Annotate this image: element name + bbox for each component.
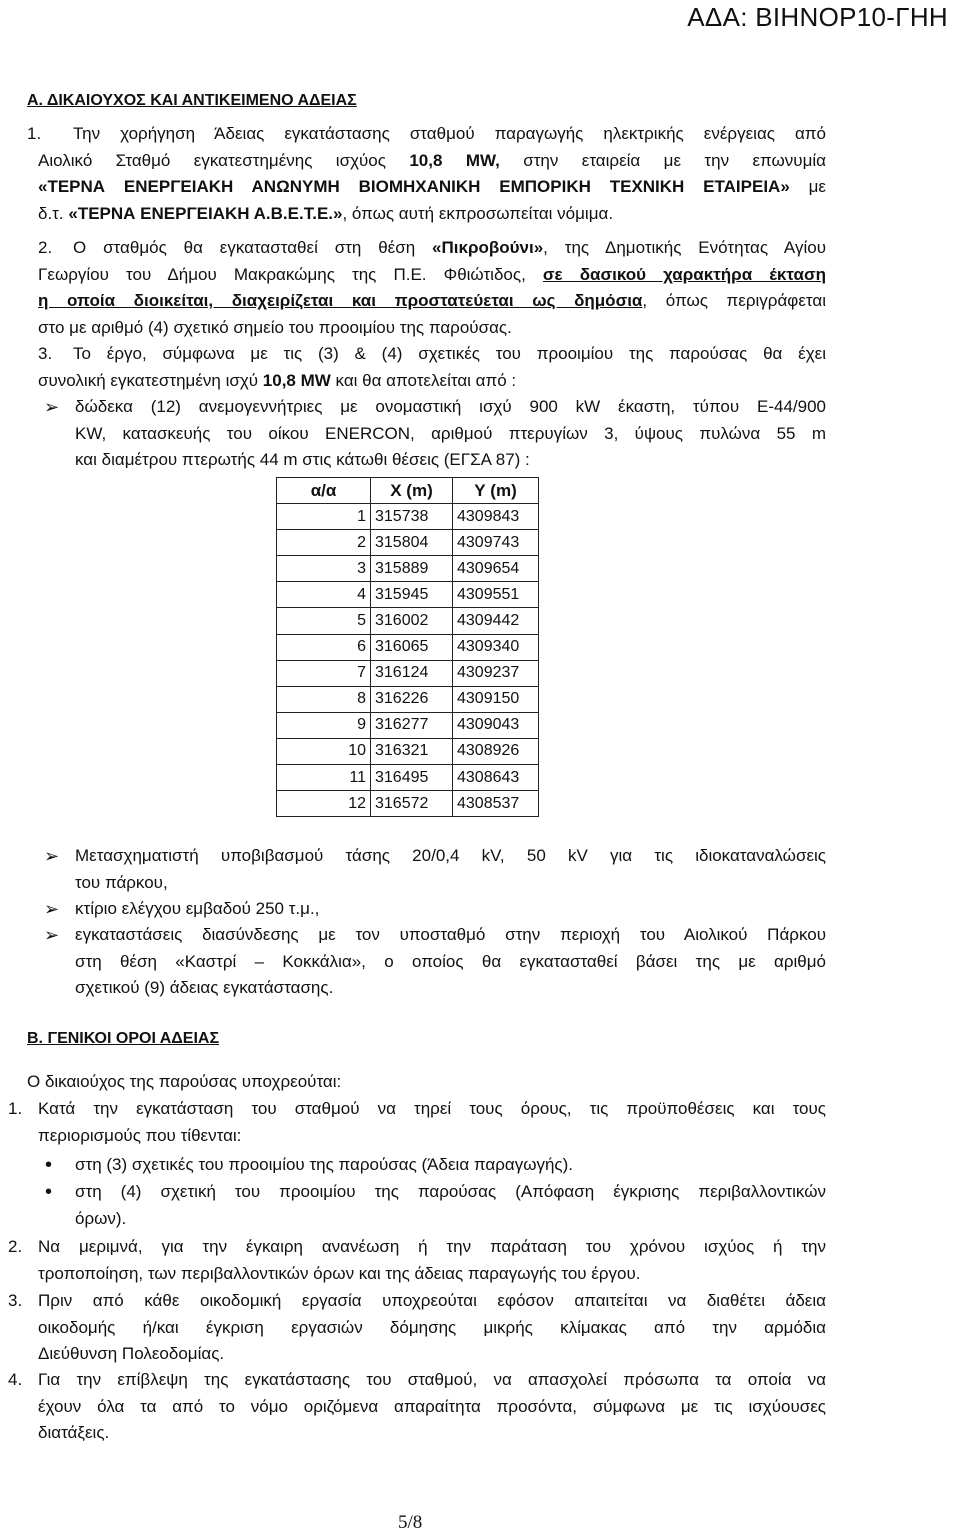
table-cell-y: 4309043	[453, 712, 539, 738]
item-b2-number: 2.	[8, 1237, 23, 1256]
item-b1-sub1-line: στη (3) σχετικές του προοιμίου της παρούσας (Άδεια παραγωγής).	[75, 1155, 574, 1174]
item-b2-line2: τροποποίηση, των περιβαλλοντικών όρων και της άδειας παραγωγής του έργου.	[38, 1263, 641, 1283]
table-cell-x: 316572	[371, 791, 453, 817]
item-a2-location: «Πικροβούνι»	[432, 238, 544, 257]
turbines-line3: και διαμέτρου πτερωτής 44 m στις κάτωθι θέσεις (ΕΓΣΑ 87) :	[75, 450, 530, 470]
table-cell-y: 4309442	[453, 608, 539, 634]
page-number: 5/8	[398, 1512, 423, 1533]
table-cell-x: 316321	[371, 738, 453, 764]
arrow-bullet-icon: ➢	[44, 397, 60, 417]
item-a3-line1: Το έργο, σύμφωνα με τις (3) & (4) σχετικές του προοιμίου της παρούσας θα έχει	[73, 344, 826, 363]
item-b1-number: 1.	[8, 1099, 23, 1118]
table-cell-aa: 4	[277, 582, 371, 608]
item-a1-line3b: με	[789, 177, 826, 197]
interconnection-line1: εγκαταστάσεις διασύνδεσης με τον υποσταθμό στην περιοχή του Αιολικού Πάρκου	[75, 925, 826, 944]
table-cell-y: 4309743	[453, 530, 539, 556]
item-a1-line2a: Αιολικό Σταθμό εγκατεστημένης ισχύος	[38, 150, 410, 170]
table-cell-aa: 5	[277, 608, 371, 634]
table-cell-aa: 8	[277, 686, 371, 712]
table-row	[277, 791, 539, 817]
table-row	[277, 712, 539, 738]
item-b2-line1: Να μεριμνά, για την έγκαιρη ανανέωση ή την παράταση του χρόνου ισχύος ή την	[38, 1237, 826, 1256]
item-a3-capacity: 10,8 MW	[262, 370, 331, 390]
table-cell-x: 316124	[371, 660, 453, 686]
table-cell-y: 4309237	[453, 660, 539, 686]
table-row	[277, 738, 539, 764]
table-cell-x: 316226	[371, 686, 453, 712]
table-cell-aa: 12	[277, 791, 371, 817]
item-a1-text	[38, 121, 826, 227]
transformer-line2: του πάρκου,	[75, 872, 168, 892]
table-cell-aa: 2	[277, 530, 371, 556]
table-cell-y: 4308926	[453, 738, 539, 764]
item-b4-number: 4.	[8, 1370, 23, 1389]
table-cell-aa: 7	[277, 660, 371, 686]
table-row	[277, 530, 539, 556]
table-cell-x: 316065	[371, 634, 453, 660]
item-a2-line4: στο με αριθμό (4) σχετικό σημείο του προοιμίου της παρούσας.	[38, 317, 512, 337]
item-a1-line2c: στην εταιρεία με την επωνυμία	[499, 150, 826, 170]
item-b1-line2: περιορισμούς που τίθενται:	[38, 1125, 242, 1145]
item-a1-company-name: «ΤΕΡΝΑ ΕΝΕΡΓΕΙΑΚΗ ΑΝΩΝΥΜΗ ΒΙΟΜΗΧΑΝΙΚΗ ΕΜΠΟΡΙΚΗ ΤΕΧΝΙΚΗ ΕΤΑΙΡΕΙΑ»	[38, 177, 790, 197]
item-a1-line4a: δ.τ.	[38, 203, 69, 223]
coordinates-table	[276, 477, 539, 817]
item-b4-text	[38, 1367, 826, 1447]
interconnection-text	[75, 922, 826, 1002]
table-cell-x: 315889	[371, 556, 453, 582]
item-a2-line1a: Ο σταθμός θα εγκατασταθεί στη θέση	[73, 238, 433, 257]
item-a2-line3b: , όπως περιγράφεται	[642, 291, 826, 311]
table-row	[277, 634, 539, 660]
turbines-line2: KW, κατασκευής του οίκου ENERCON, αριθμού πτερυγίων 3, ύψους πυλώνα 55 m	[75, 423, 826, 443]
table-cell-aa: 9	[277, 712, 371, 738]
item-b1-line1: Κατά την εγκατάσταση του σταθμού να τηρεί τους όρους, τις προϋποθέσεις και τους	[38, 1099, 826, 1118]
table-cell-aa: 6	[277, 634, 371, 660]
item-a1-line4c: , όπως αυτή εκπροσωπείται νόμιμα.	[342, 203, 614, 223]
item-a2-text	[38, 235, 826, 341]
table-row	[277, 660, 539, 686]
turbines-text	[75, 394, 826, 474]
item-b1-sub2	[75, 1179, 826, 1232]
item-b3-number: 3.	[8, 1291, 23, 1310]
item-b1-sub2-line2: όρων).	[75, 1208, 127, 1228]
table-header-y: Υ (m)	[453, 478, 539, 504]
section-a-title: Α. ΔΙΚΑΙΟΥΧΟΣ ΚΑΙ ΑΝΤΙΚΕΙΜΕΝΟ ΑΔΕΙΑΣ	[27, 92, 357, 109]
item-b4-line1: Για την επίβλεψη της εγκατάστασης του σταθμού, να απασχολεί πρόσωπα τα οποία να	[38, 1370, 826, 1389]
section-b-intro: Ο δικαιούχος της παρούσας υποχρεούται:	[27, 1072, 342, 1091]
item-a3-number: 3.	[38, 344, 53, 363]
control-building-line: κτίριο ελέγχου εμβαδού 250 τ.μ.,	[75, 899, 320, 918]
table-cell-y: 4309340	[453, 634, 539, 660]
item-b3-line2: οικοδομής ή/και έγκριση εργασιών δόμησης μικρής κλίμακας από την αρμόδια	[38, 1317, 826, 1337]
interconnection-line2: στη θέση «Καστρί – Κοκκάλια», ο οποίος θα εγκατασταθεί βάσει της με αριθμό	[75, 951, 826, 971]
dot-bullet-icon: •	[45, 1181, 53, 1203]
table-header-row	[277, 478, 539, 504]
table-cell-aa: 11	[277, 765, 371, 791]
item-a2-public-note: η οποία διοικείται, διαχειρίζεται και προστατεύεται ως δημόσια	[38, 291, 643, 311]
section-b-title: Β. ΓΕΝΙΚΟΙ ΟΡΟΙ ΑΔΕΙΑΣ	[27, 1030, 220, 1047]
turbines-line1: δώδεκα (12) ανεμογεννήτριες με ονομαστική ισχύ 900 kW έκαστη, τύπου Ε-44/900	[75, 397, 826, 416]
table-row	[277, 582, 539, 608]
item-a1-company-short: «ΤΕΡΝΑ ΕΝΕΡΓΕΙΑΚΗ Α.Β.Ε.Τ.Ε.»	[68, 203, 343, 223]
table-cell-x: 315804	[371, 530, 453, 556]
table-row	[277, 556, 539, 582]
control-building-text	[75, 896, 826, 923]
table-cell-y: 4309654	[453, 556, 539, 582]
table-cell-x: 315945	[371, 582, 453, 608]
item-b4-line3: διατάξεις.	[38, 1423, 110, 1443]
item-b1-sub2-line1: στη (4) σχετική του προοιμίου της παρούσας (Απόφαση έγκρισης περιβαλλοντικών	[75, 1182, 826, 1201]
item-b3-text	[38, 1288, 826, 1368]
item-b3-line3: Διεύθυνση Πολεοδομίας.	[38, 1344, 225, 1364]
item-a1-number: 1.	[27, 124, 42, 143]
table-header-aa: α/α	[277, 478, 371, 504]
item-a3-line2c: και θα αποτελείται από :	[330, 370, 517, 390]
item-a3-line2a: συνολική εγκατεστημένη ισχύ	[38, 370, 263, 390]
item-a1-capacity: 10,8 MW,	[409, 150, 500, 170]
ada-number: ΑΔΑ: ΒΙΗΝΟΡ10-ΓΗΗ	[687, 2, 948, 32]
arrow-bullet-icon: ➢	[44, 846, 60, 866]
table-cell-y: 4309843	[453, 504, 539, 530]
table-row	[277, 504, 539, 530]
item-b3-line1: Πριν από κάθε οικοδομική εργασία υποχρεούται εφόσον απαιτείται να διαθέτει άδεια	[38, 1291, 826, 1310]
table-cell-y: 4308643	[453, 765, 539, 791]
arrow-bullet-icon: ➢	[44, 899, 60, 919]
table-cell-x: 316002	[371, 608, 453, 634]
transformer-line1: Μετασχηματιστή υποβιβασμού τάσης 20/0,4 kV, 50 kV για τις ιδιοκαταναλώσεις	[75, 846, 826, 865]
table-row	[277, 608, 539, 634]
dot-bullet-icon: •	[45, 1154, 53, 1176]
table-cell-y: 4309150	[453, 686, 539, 712]
table-cell-aa: 10	[277, 738, 371, 764]
table-cell-aa: 1	[277, 504, 371, 530]
item-a2-forest-note: σε δασικού χαρακτήρα έκταση	[542, 264, 826, 284]
item-a1-line1: Την χορήγηση Άδειας εγκατάστασης σταθμού παραγωγής ηλεκτρικής ενέργειας από	[73, 124, 826, 143]
table-row	[277, 765, 539, 791]
table-row	[277, 686, 539, 712]
item-a2-line2a: Γεωργίου του Δήμου Μακρακώμης της Π.Ε. Φθιώτιδος,	[38, 264, 543, 284]
table-cell-x: 316495	[371, 765, 453, 791]
interconnection-line3: σχετικού (9) άδειας εγκατάστασης.	[75, 978, 334, 998]
table-cell-y: 4308537	[453, 791, 539, 817]
item-a2-line1c: , της Δημοτικής Ενότητας Αγίου	[543, 238, 826, 257]
table-cell-x: 315738	[371, 504, 453, 530]
item-b2-text	[38, 1234, 826, 1287]
item-b4-line2: έχουν όλα τα από το νόμο οριζόμενα απαραίτητα προσόντα, σύμφωνα με τις ισχύουσες	[38, 1396, 826, 1416]
table-cell-y: 4309551	[453, 582, 539, 608]
table-header-x: Χ (m)	[371, 478, 453, 504]
arrow-bullet-icon: ➢	[44, 925, 60, 945]
table-cell-aa: 3	[277, 556, 371, 582]
transformer-text	[75, 843, 826, 896]
item-a3-text	[38, 341, 826, 394]
item-b1-text	[38, 1096, 826, 1149]
item-a2-number: 2.	[38, 238, 53, 257]
item-b1-sub1	[75, 1152, 826, 1179]
table-cell-x: 316277	[371, 712, 453, 738]
